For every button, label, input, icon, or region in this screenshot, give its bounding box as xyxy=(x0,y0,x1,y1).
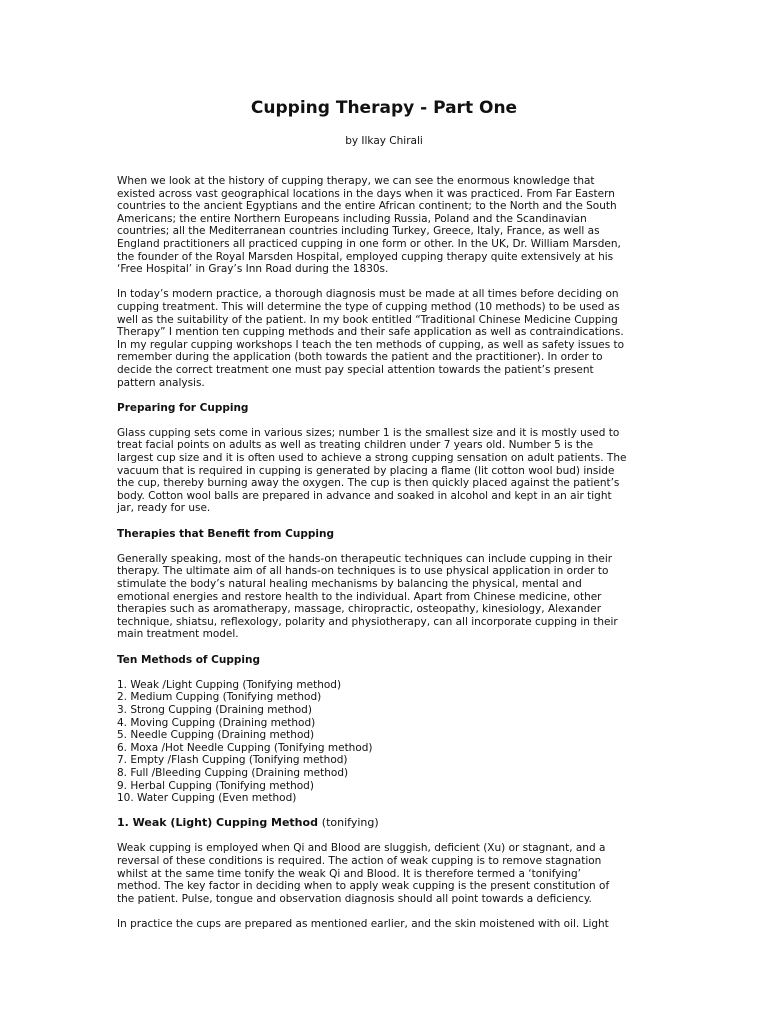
heading-preparing: Preparing for Cupping xyxy=(117,401,249,414)
text-line: Therapy” I mention ten cupping methods and their safe application as well as contraindications. xyxy=(117,326,624,339)
list-item: 8. Full /Bleeding Cupping (Draining method) xyxy=(117,766,349,779)
paragraph-modern-practice xyxy=(117,288,657,389)
text-line: vacuum that is required in cupping is generated by placing a flame (lit cotton wool bud) inside xyxy=(117,464,615,477)
paragraph-practice xyxy=(117,918,657,931)
text-line: the patient. Pulse, tongue and observation diagnosis should all point towards a deficiency. xyxy=(117,892,592,905)
text-line: pattern analysis. xyxy=(117,376,205,389)
paragraph-preparing xyxy=(117,427,657,515)
text-line: existed across vast geographical locations in the days when it was practiced. From Far Eastern xyxy=(117,187,615,200)
text-line: main treatment model. xyxy=(117,628,239,641)
list-item: 3. Strong Cupping (Draining method) xyxy=(117,703,312,716)
list-item: 2. Medium Cupping (Tonifying method) xyxy=(117,691,322,704)
list-item: 10. Water Cupping (Even method) xyxy=(117,792,297,805)
text-line: Americans; the entire Northern Europeans including Russia, Poland and the Scandinavian xyxy=(117,212,587,225)
text-line: reversal of these conditions is required. The action of weak cupping is to remove stagnation xyxy=(117,855,602,868)
author-byline: by Ilkay Chirali xyxy=(345,135,423,147)
paragraph-weak-cupping xyxy=(117,842,657,905)
paragraph-therapies xyxy=(117,553,657,641)
list-item: 4. Moving Cupping (Draining method) xyxy=(117,716,316,729)
list-item: 7. Empty /Flash Cupping (Tonifying method) xyxy=(117,754,348,767)
text-line: the founder of the Royal Marsden Hospital, employed cupping therapy quite extensively at his xyxy=(117,250,614,263)
text-line: In practice the cups are prepared as mentioned earlier, and the skin moistened with oil. Light xyxy=(117,918,609,931)
text-line: In today’s modern practice, a thorough diagnosis must be made at all times before deciding on xyxy=(117,288,619,301)
text-line: remember during the application (both towards the patient and the practitioner). In order to xyxy=(117,351,603,364)
list-item: 1. Weak /Light Cupping (Tonifying method) xyxy=(117,678,342,691)
text-line: technique, shiatsu, reflexology, polarity and physiotherapy, can all incorporate cupping in their xyxy=(117,615,618,628)
text-line: largest cup size and it is often used to achieve a strong cupping sensation on adult patients. The xyxy=(117,452,627,465)
text-line: When we look at the history of cupping therapy, we can see the enormous knowledge that xyxy=(117,175,595,187)
text-line: decide the correct treatment one must pay special attention towards the patient’s present xyxy=(117,363,594,376)
list-item: 9. Herbal Cupping (Tonifying method) xyxy=(117,779,314,792)
text-line: In my regular cupping workshops I teach the ten methods of cupping, as well as safety issues to xyxy=(117,338,625,351)
text-line: countries to the ancient Egyptians and the entire African continent; to the North and the South xyxy=(117,200,617,213)
text-line: emotional energies and restore health to the individual. Apart from Chinese medicine, other xyxy=(117,590,602,603)
text-line: Generally speaking, most of the hands-on therapeutic techniques can include cupping in their xyxy=(117,552,613,565)
text-line: well as the suitability of the patient. In my book entitled “Traditional Chinese Medicine Cupping xyxy=(117,313,618,326)
text-line: the cup, thereby burning away the oxygen. The cup is then quickly placed against the patient’s xyxy=(117,477,620,490)
text-line: body. Cotton wool balls are prepared in advance and soaked in alcohol and kept in an air tight xyxy=(117,489,612,502)
text-line: Glass cupping sets come in various sizes; number 1 is the smallest size and it is mostly used to xyxy=(117,426,620,439)
heading-weak-cupping-text: 1. Weak (Light) Cupping Method xyxy=(117,816,318,830)
document-body xyxy=(117,175,657,943)
text-line: method. The key factor in deciding when to apply weak cupping is the present constitution of xyxy=(117,880,610,893)
list-item: 6. Moxa /Hot Needle Cupping (Tonifying method) xyxy=(117,741,373,754)
heading-weak-cupping xyxy=(117,817,657,830)
text-line: ‘Free Hospital’ in Gray’s Inn Road during the 1830s. xyxy=(117,263,389,276)
heading-ten-methods: Ten Methods of Cupping xyxy=(117,653,260,666)
text-line: therapies such as aromatherapy, massage, chiropractic, osteopathy, kinesiology, Alexander xyxy=(117,603,602,616)
text-line: whilst at the same time tonify the weak Qi and Blood. It is therefore termed a ‘tonifying’ xyxy=(117,867,581,880)
text-line: treat facial points on adults as well as treating children under 7 years old. Number 5 is the xyxy=(117,439,594,452)
text-line: England practitioners all practiced cupping in one form or other. In the UK, Dr. William Marsden, xyxy=(117,237,621,250)
text-line: Weak cupping is employed when Qi and Blood are sluggish, deficient (Xu) or stagnant, and a xyxy=(117,842,606,855)
heading-weak-cupping-tag: (tonifying) xyxy=(321,816,379,830)
text-line: countries; all the Mediterranean countries including Turkey, Greece, Italy, France, as well as xyxy=(117,225,600,238)
list-item: 5. Needle Cupping (Draining method) xyxy=(117,729,315,742)
methods-list xyxy=(117,679,657,805)
text-line: stimulate the body’s natural healing mechanisms by balancing the physical, mental and xyxy=(117,578,582,590)
heading-therapies: Therapies that Benefit from Cupping xyxy=(117,527,334,540)
text-line: therapy. The ultimate aim of all hands-on techniques is to use physical application in order to xyxy=(117,565,609,578)
text-line: jar, ready for use. xyxy=(117,502,211,515)
paragraph-history xyxy=(117,175,657,276)
text-line: cupping treatment. This will determine the type of cupping method (10 methods) to be used as xyxy=(117,300,620,313)
document-title: Cupping Therapy - Part One xyxy=(250,98,518,118)
